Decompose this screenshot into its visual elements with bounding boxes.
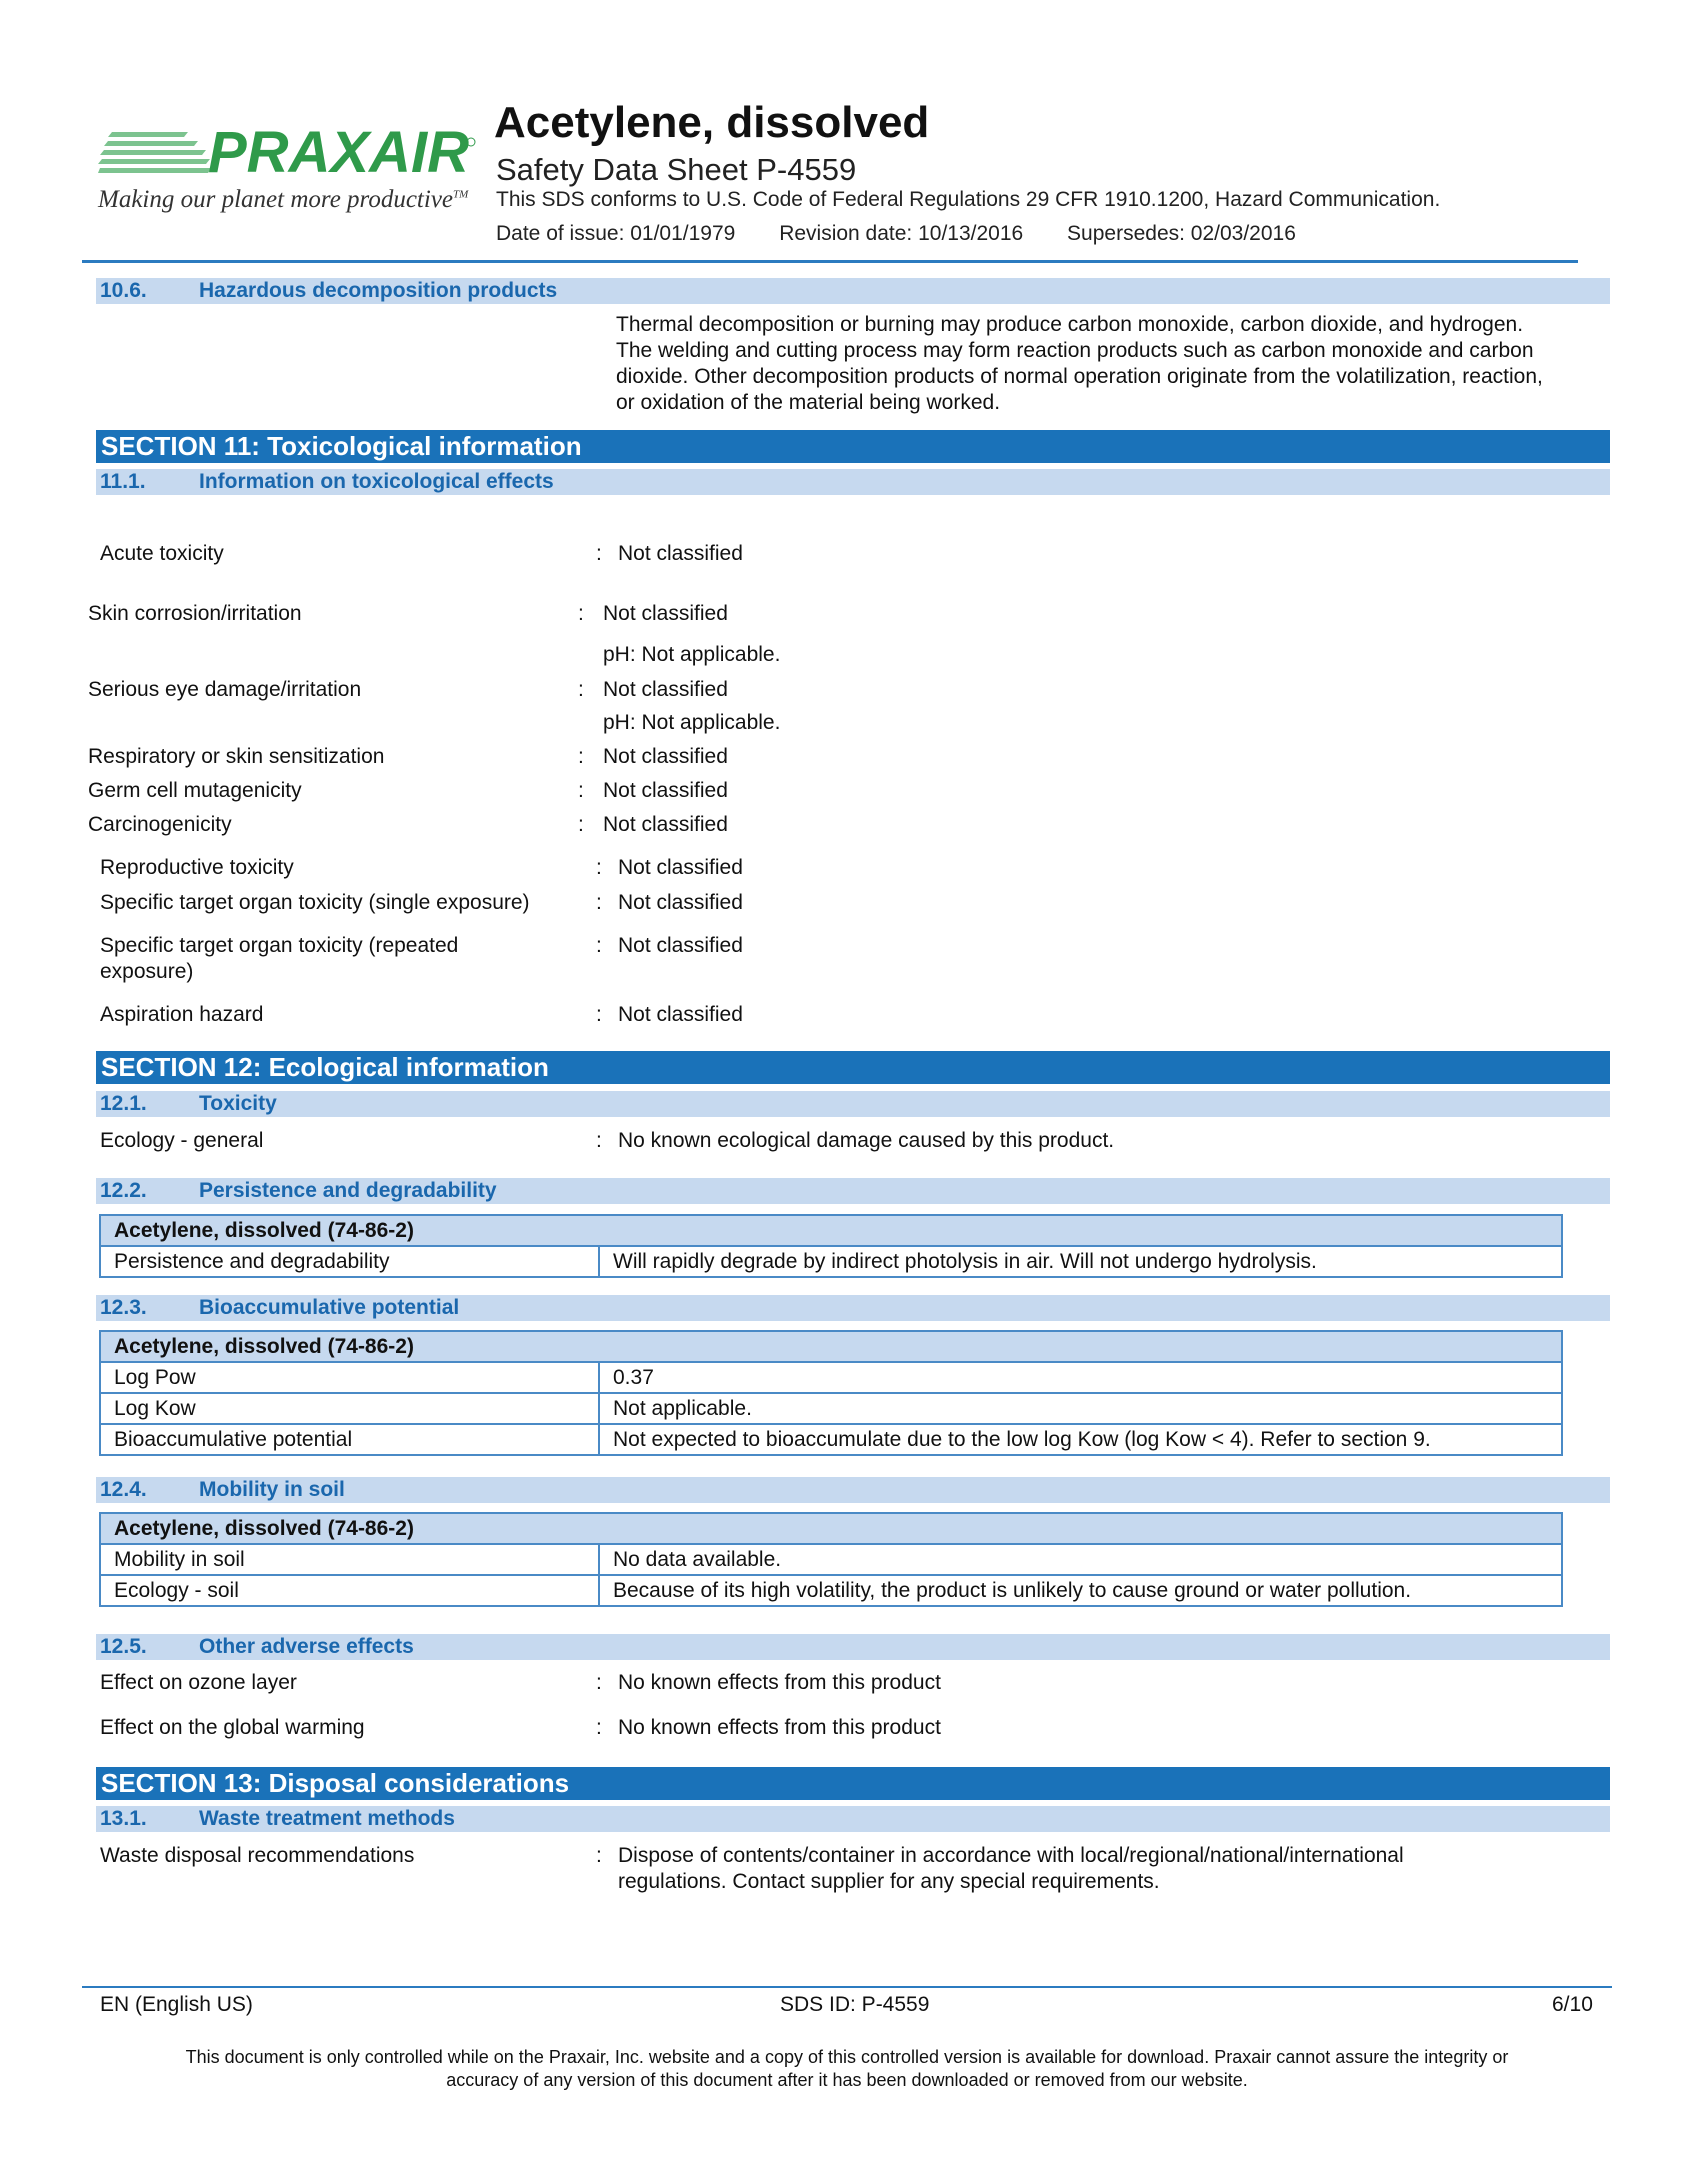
ozone-label: Effect on ozone layer bbox=[100, 1671, 297, 1694]
waste-disposal-value: Dispose of contents/container in accordance with local/regional/national/international regulations. Contact supplier for any special requirements. bbox=[618, 1844, 1404, 1893]
row-extra: pH: Not applicable. bbox=[603, 643, 781, 666]
document-subtitle: Safety Data Sheet P-4559 bbox=[496, 152, 857, 187]
subsection-10-6: 10.6. Hazardous decomposition products bbox=[96, 278, 1610, 304]
table-row: Log Kow Not applicable. bbox=[100, 1393, 1562, 1424]
row-label: Acute toxicity bbox=[100, 542, 224, 565]
global-warming-value: No known effects from this product bbox=[618, 1716, 941, 1739]
logo-stripes bbox=[98, 132, 212, 173]
logo-wordmark: PRAXAIR bbox=[208, 122, 470, 185]
table-row: Ecology - soil Because of its high volatility, the product is unlikely to cause ground or water pollution. bbox=[100, 1575, 1562, 1606]
row-label: Germ cell mutagenicity bbox=[88, 779, 302, 802]
table-row: Persistence and degradability Will rapidly degrade by indirect photolysis in air. Will not undergo hydrolysis. bbox=[100, 1246, 1562, 1277]
footer-divider bbox=[82, 1986, 1612, 1988]
revision-date: Revision date: 10/13/2016 bbox=[779, 222, 1024, 245]
table-row: Log Pow 0.37 bbox=[100, 1362, 1562, 1393]
row-label: Specific target organ toxicity (single exposure) bbox=[100, 891, 530, 914]
row-value: Not classified bbox=[618, 934, 743, 957]
row-value: Not classified bbox=[618, 1003, 743, 1026]
subsection-13-1: 13.1. Waste treatment methods bbox=[96, 1806, 1610, 1832]
row-value: Not classified bbox=[603, 779, 728, 802]
conformance-statement: This SDS conforms to U.S. Code of Federal Regulations 29 CFR 1910.1200, Hazard Communication. bbox=[496, 188, 1441, 211]
subsection-12-4: 12.4. Mobility in soil bbox=[96, 1477, 1610, 1503]
table-row: Mobility in soil No data available. bbox=[100, 1544, 1562, 1575]
supersedes-date: Supersedes: 02/03/2016 bbox=[1067, 222, 1296, 245]
subsection-12-1: 12.1. Toxicity bbox=[96, 1091, 1610, 1117]
footer-sds-id: SDS ID: P-4559 bbox=[780, 1993, 930, 2016]
footer-page-number: 6/10 bbox=[1552, 1993, 1593, 2016]
row-value: Not classified bbox=[603, 602, 728, 625]
row-value: Not classified bbox=[603, 678, 728, 701]
row-value: Not classified bbox=[618, 856, 743, 879]
header-divider bbox=[82, 260, 1578, 263]
date-of-issue: Date of issue: 01/01/1979 bbox=[496, 222, 736, 245]
row-value: Not classified bbox=[618, 542, 743, 565]
row-label: Reproductive toxicity bbox=[100, 856, 294, 879]
subsection-12-3: 12.3. Bioaccumulative potential bbox=[96, 1295, 1610, 1321]
row-value: Not classified bbox=[603, 813, 728, 836]
subsection-12-5: 12.5. Other adverse effects bbox=[96, 1634, 1610, 1660]
table-header: Acetylene, dissolved (74-86-2) bbox=[100, 1331, 1562, 1362]
row-label: Specific target organ toxicity (repeated bbox=[100, 934, 459, 957]
table-header: Acetylene, dissolved (74-86-2) bbox=[100, 1215, 1562, 1246]
decomposition-text: Thermal decomposition or burning may produce carbon monoxide, carbon dioxide, and hydrogen. The welding and cutting process may form reaction products such as carbon monoxide and carbon dioxide. Other decomposition products of normal operation originate from the volatilization, reaction, or oxidation of the material being worked. bbox=[616, 313, 1543, 414]
row-label: Aspiration hazard bbox=[100, 1003, 264, 1026]
section-12-header: SECTION 12: Ecological information bbox=[96, 1051, 1610, 1084]
table-row: Bioaccumulative potential Not expected to bioaccumulate due to the low log Kow (log Kow < 4). Refer to section 9. bbox=[100, 1424, 1562, 1455]
subsection-11-1: 11.1. Information on toxicological effects bbox=[96, 469, 1610, 495]
bioaccumulative-table bbox=[99, 1330, 1563, 1456]
row-label: Respiratory or skin sensitization bbox=[88, 745, 385, 768]
persistence-table bbox=[99, 1214, 1563, 1278]
row-label: Skin corrosion/irritation bbox=[88, 602, 302, 625]
subsection-12-2: 12.2. Persistence and degradability bbox=[96, 1178, 1610, 1204]
table-header: Acetylene, dissolved (74-86-2) bbox=[100, 1513, 1562, 1544]
ozone-value: No known effects from this product bbox=[618, 1671, 941, 1694]
waste-disposal-label: Waste disposal recommendations bbox=[100, 1844, 415, 1867]
footer-disclaimer: This document is only controlled while on the Praxair, Inc. website and a copy of this controlled version is available for download. Praxair cannot assure the integrity or accuracy of any version of this document after it has been downloaded or removed from our website. bbox=[185, 2047, 1509, 2090]
row-label: Serious eye damage/irritation bbox=[88, 678, 362, 701]
mobility-table bbox=[99, 1512, 1563, 1607]
global-warming-label: Effect on the global warming bbox=[100, 1716, 365, 1739]
row-label-cont: exposure) bbox=[100, 960, 194, 983]
section-13-header: SECTION 13: Disposal considerations bbox=[96, 1767, 1610, 1800]
document-title: Acetylene, dissolved bbox=[494, 98, 930, 147]
footer-language: EN (English US) bbox=[100, 1993, 253, 2016]
row-label: Carcinogenicity bbox=[88, 813, 232, 836]
ecology-general-value: No known ecological damage caused by this product. bbox=[618, 1129, 1115, 1152]
section-11-header: SECTION 11: Toxicological information bbox=[96, 430, 1610, 463]
row-extra: pH: Not applicable. bbox=[603, 711, 781, 734]
document-dates bbox=[496, 222, 1334, 246]
row-value: Not classified bbox=[618, 891, 743, 914]
tagline: Making our planet more productive™ bbox=[98, 186, 469, 213]
ecology-general-label: Ecology - general bbox=[100, 1129, 264, 1152]
row-value: Not classified bbox=[603, 745, 728, 768]
